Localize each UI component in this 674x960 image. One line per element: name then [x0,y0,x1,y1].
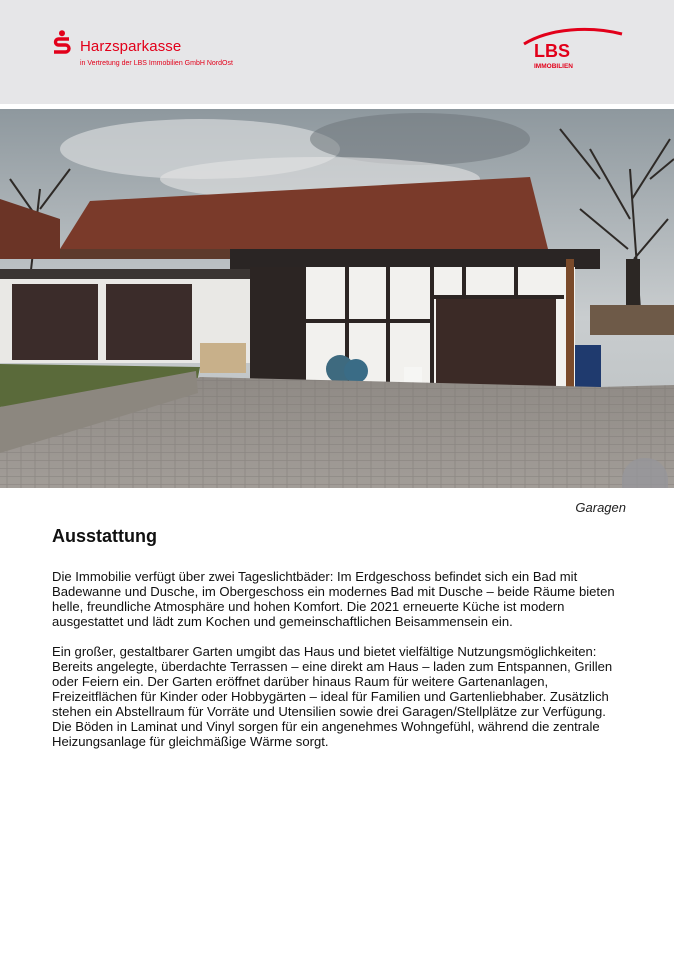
property-photo[interactable] [0,109,674,488]
immobilien-text: IMMOBILIEN [534,63,573,70]
brand-name: Harzsparkasse [80,38,182,55]
garage-photo-image [0,109,674,488]
photo-caption: Garagen [575,500,626,515]
section-body [52,569,627,764]
paragraph-bathrooms-kitchen: Die Immobilie verfügt über zwei Tageslichtbäder: Im Erdgeschoss befindet sich ein Bad mit Badewanne und Dusche, im Obergeschoss ein modernes Bad mit Dusche – beide Räume bieten helle, freundliche Atmosphäre und hohen Komfort. Die 2021 erneuerte Küche ist modern ausgestattet und lädt zum Kochen und gemeinschaftlichen Beisammensein ein. [52,569,615,629]
header-bar [0,0,674,104]
brand-subline: in Vertretung der LBS Immobilien GmbH NordOst [80,60,233,67]
sparkasse-s-icon [52,30,72,56]
paragraph-garden-extras: Ein großer, gestaltbarer Garten umgibt das Haus und bietet vielfältige Nutzungsmöglichkeiten: Bereits angelegte, überdachte Terrassen – eine direkt am Haus – laden zum Entspannen, Grillen oder Feiern ein. Der Garten eröffnet darüber hinaus Raum für weitere Gartenanlagen, Freizeitflächen für Kinder oder Hobbygärten – ideal für Familien und Gartenliebhaber. Zusätzlich stehen ein Abstellraum für Vorräte und Utensilien sowie drei Garagen/Stellplätze zur Verfügung. Die Böden in Laminat und Vinyl sorgen für ein angenehmes Wohngefühl, während die zentrale Heizungsanlage für gleichmäßige Wärme sorgt. [52,644,613,749]
section-title: Ausstattung [52,526,157,546]
lbs-text: LBS [534,41,570,61]
lbs-immobilien-logo[interactable] [520,26,626,72]
